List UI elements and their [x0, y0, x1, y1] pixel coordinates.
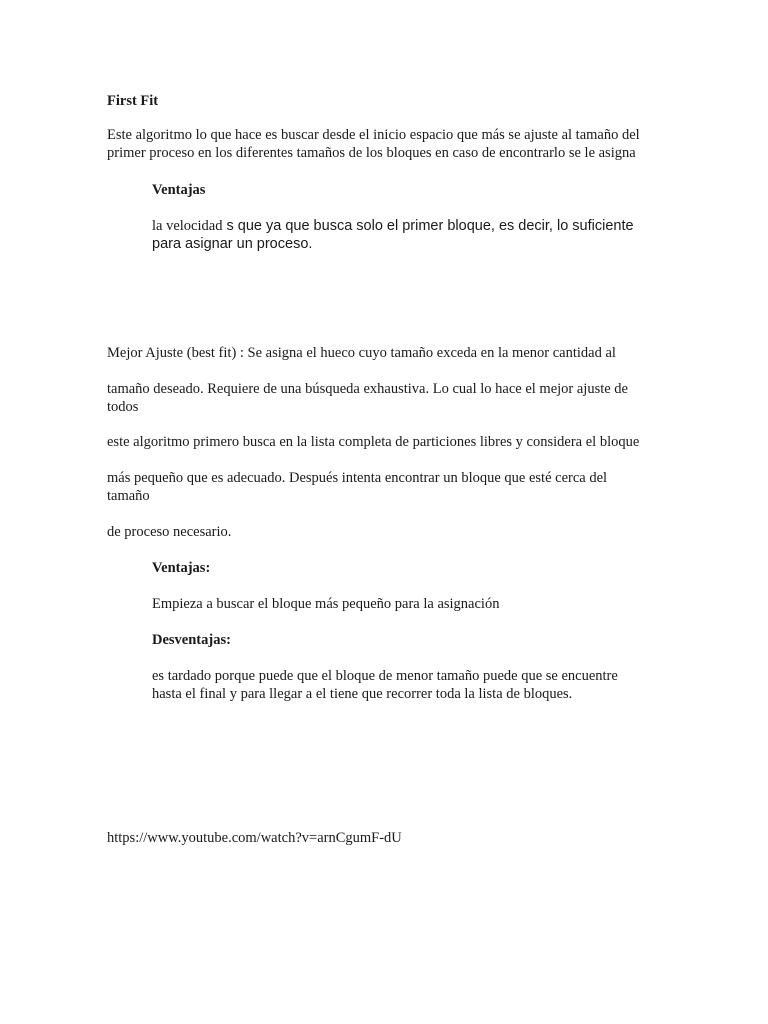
best-fit-ventajas-heading: Ventajas:	[152, 560, 211, 576]
best-fit-line-3: todos	[107, 399, 139, 415]
first-fit-description-line-1: Este algoritmo lo que hace es buscar desde el inicio espacio que más se ajuste al tamaño del	[107, 127, 640, 143]
first-fit-ventajas-serif-text: la velocidad	[152, 218, 223, 234]
best-fit-desventajas-line-1: es tardado porque puede que el bloque de menor tamaño puede que se encuentre	[152, 668, 618, 684]
best-fit-desventajas-heading: Desventajas:	[152, 632, 231, 648]
best-fit-line-6: tamaño	[107, 488, 150, 504]
first-fit-ventajas-sans-text: s que ya que busca solo el primer bloque, es decir, lo suficiente	[222, 218, 634, 234]
first-fit-ventajas-heading: Ventajas	[152, 182, 206, 198]
first-fit-heading: First Fit	[107, 93, 159, 109]
best-fit-desventajas-line-2: hasta el final y para llegar a el tiene que recorrer toda la lista de bloques.	[152, 686, 573, 702]
best-fit-line-1: Mejor Ajuste (best fit) : Se asigna el hueco cuyo tamaño exceda en la menor cantidad al	[107, 345, 616, 361]
best-fit-ventajas-text: Empieza a buscar el bloque más pequeño para la asignación	[152, 596, 500, 612]
reference-url: https://www.youtube.com/watch?v=arnCgumF-dU	[107, 830, 402, 846]
first-fit-description-line-2: primer proceso en los diferentes tamaños de los bloques en caso de encontrarlo se le asigna	[107, 145, 636, 161]
first-fit-ventajas-line-2: para asignar un proceso.	[152, 236, 313, 252]
best-fit-line-5: más pequeño que es adecuado. Después intenta encontrar un bloque que esté cerca del	[107, 470, 608, 486]
best-fit-line-7: de proceso necesario.	[107, 524, 232, 540]
best-fit-line-4: este algoritmo primero busca en la lista completa de particiones libres y considera el bloque	[107, 434, 640, 450]
first-fit-ventajas-line-1	[152, 217, 634, 235]
best-fit-line-2: tamaño deseado. Requiere de una búsqueda exhaustiva. Lo cual lo hace el mejor ajuste de	[107, 381, 628, 397]
